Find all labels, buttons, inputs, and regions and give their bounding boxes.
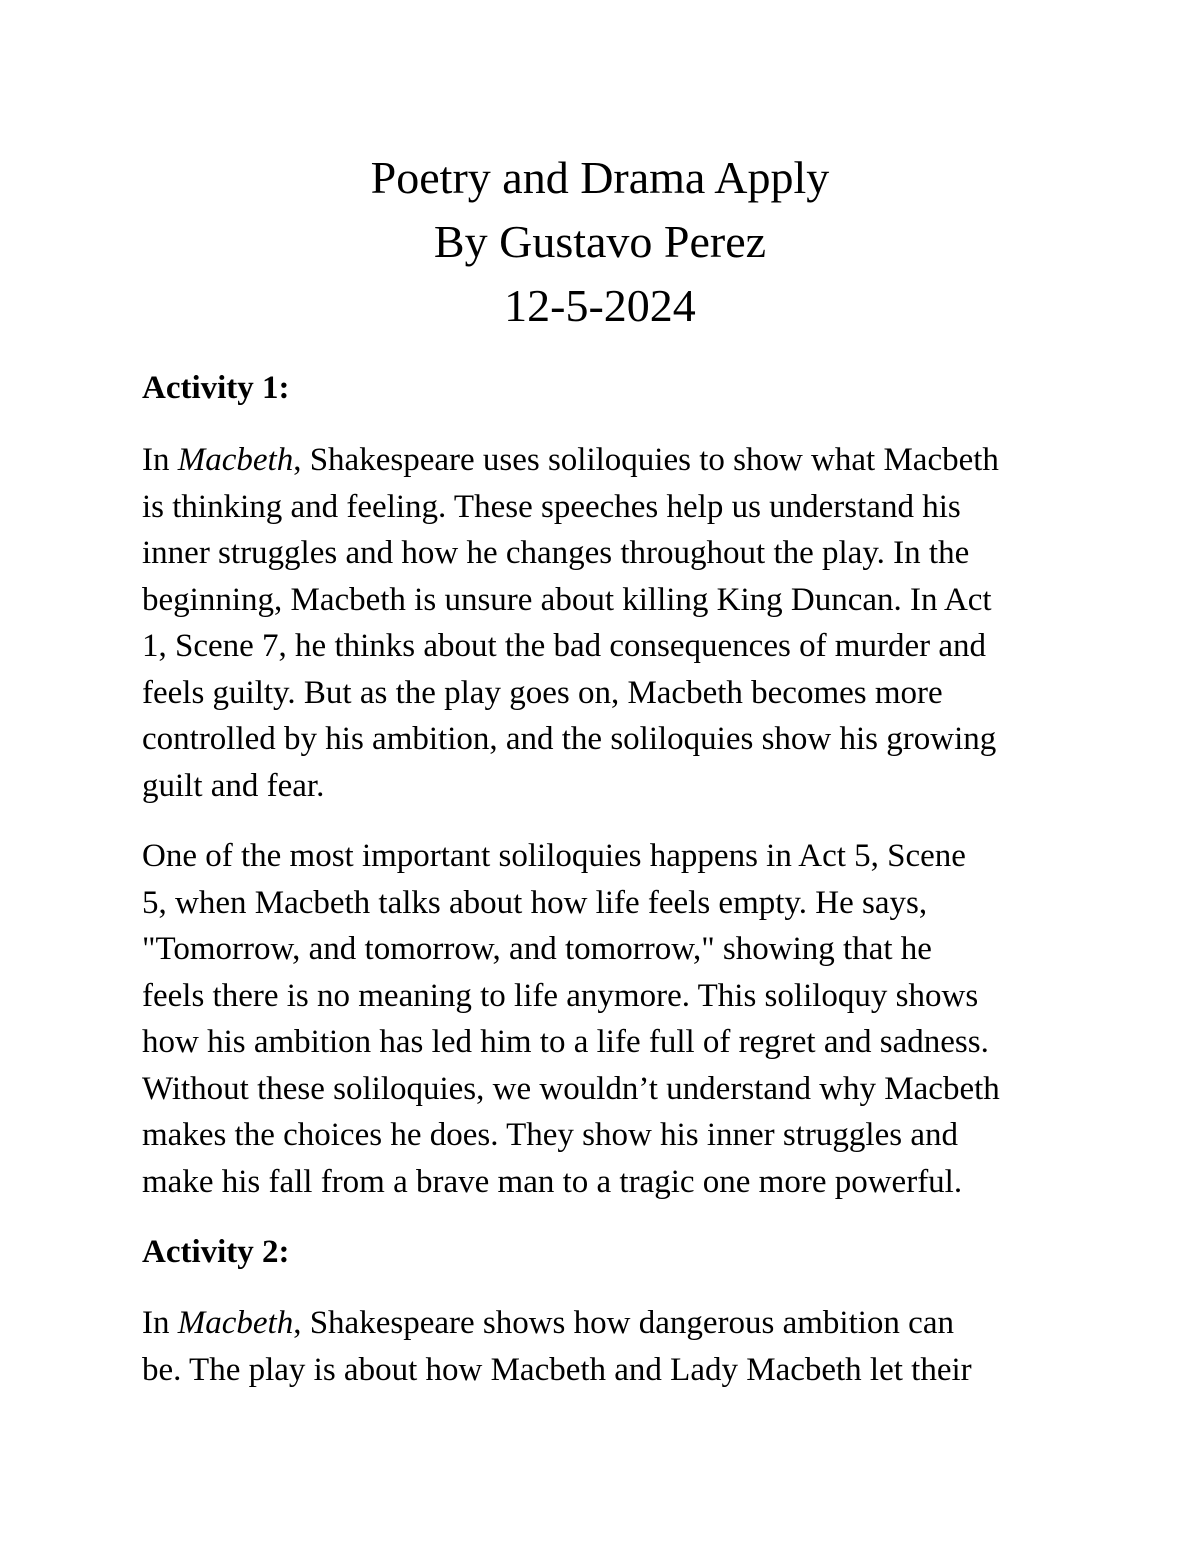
paragraph-line: beginning, Macbeth is unsure about killing King Duncan. In Act (142, 581, 992, 618)
activity-2-paragraph-1 (142, 1300, 1072, 1393)
date-line: 12-5-2024 (504, 280, 696, 331)
author-line: By Gustavo Perez (433, 216, 767, 267)
paragraph-line (142, 1300, 1072, 1347)
activity-1-heading: Activity 1: (142, 370, 290, 406)
paragraph-line: how his ambition has led him to a life full of regret and sadness. (142, 1024, 989, 1060)
paragraph-line (142, 437, 1072, 484)
title-block (0, 146, 1200, 338)
paragraph-line: is thinking and feeling. These speeches help us understand his (142, 488, 961, 525)
text-run: , Shakespeare uses soliloquies to show what Macbeth (293, 442, 999, 478)
paragraph-line: inner struggles and how he changes throughout the play. In the (142, 535, 970, 571)
document-title: Poetry and Drama Apply (370, 152, 830, 203)
paragraph-line: 5, when Macbeth talks about how life feels empty. He says, (142, 884, 928, 921)
paragraph-line: make his fall from a brave man to a tragic one more powerful. (142, 1163, 963, 1200)
paragraph-line: be. The play is about how Macbeth and Lady Macbeth let their (142, 1351, 972, 1388)
text-run: In (142, 1305, 178, 1341)
paragraph-line: guilt and fear. (142, 767, 325, 804)
activity-2-heading: Activity 2: (142, 1234, 290, 1270)
activity-1-paragraph-2 (142, 833, 1072, 1205)
play-title-italic: Macbeth (177, 1305, 294, 1341)
paragraph-line: "Tomorrow, and tomorrow, and tomorrow," showing that he (142, 931, 932, 967)
paragraph-line: feels there is no meaning to life anymore. This soliloquy shows (142, 977, 979, 1014)
paragraph-line: controlled by his ambition, and the soliloquies show his growing (142, 721, 997, 757)
play-title-italic: Macbeth (177, 442, 294, 478)
activity-1-paragraph-1 (142, 437, 1072, 809)
text-run: In (142, 442, 178, 478)
paragraph-line: feels guilty. But as the play goes on, Macbeth becomes more (142, 674, 943, 711)
paragraph-line: One of the most important soliloquies happens in Act 5, Scene (142, 838, 966, 874)
paragraph-line: 1, Scene 7, he thinks about the bad consequences of murder and (142, 628, 986, 664)
text-run: , Shakespeare shows how dangerous ambition can (293, 1305, 954, 1341)
paragraph-line: makes the choices he does. They show his inner struggles and (142, 1117, 958, 1153)
paragraph-line: Without these soliloquies, we wouldn’t understand why Macbeth (142, 1070, 1000, 1107)
